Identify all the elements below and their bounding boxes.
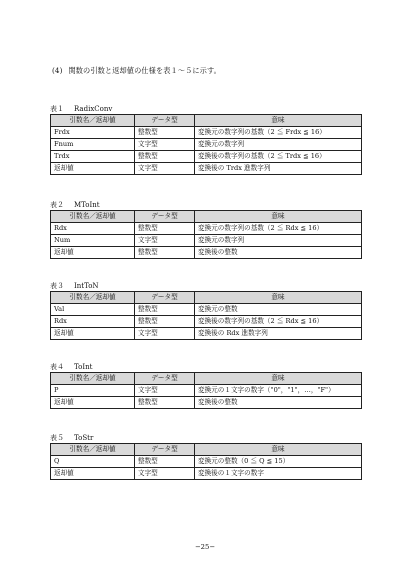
header-type: データ型 [135,292,195,304]
cell-meaning: 変換元の１文字の数字（"0"，"1"，…，"F"） [195,385,362,397]
cell-arg: 返却値 [51,397,135,409]
table-row [51,163,362,175]
cell-type: 整数型 [135,247,195,259]
header-arg: 引数名／返却値 [51,292,135,304]
cell-arg: 返却値 [51,468,135,480]
cell-arg: Num [51,235,135,247]
table-row [51,235,362,247]
table-row [51,127,362,139]
table4-caption [50,362,92,372]
cell-arg: P [51,385,135,397]
cell-type: 文字型 [135,163,195,175]
header-type: データ型 [135,115,195,127]
header-type: データ型 [135,444,195,456]
table-row [51,316,362,328]
cell-type: 文字型 [135,468,195,480]
header-meaning: 意味 [195,373,362,385]
cell-type: 整数型 [135,151,195,163]
header-arg: 引数名／返却値 [51,373,135,385]
cell-type: 整数型 [135,223,195,235]
table-row [51,456,362,468]
table-row [51,385,362,397]
cell-type: 整数型 [135,316,195,328]
cell-meaning: 変換後の整数 [195,247,362,259]
cell-type: 整数型 [135,456,195,468]
cell-arg: Fnum [51,139,135,151]
cell-meaning: 変換元の数字列の基数（2 ≦ Rdx ≦ 16） [195,223,362,235]
intro-text: 関数の引数と返却値の仕様を表１～５に示す。 [68,66,221,75]
cell-type: 整数型 [135,127,195,139]
table4-number: 表４ [50,363,64,371]
table-header-row [51,292,362,304]
cell-arg: Frdx [51,127,135,139]
table1-number: 表１ [50,105,64,113]
cell-type: 文字型 [135,385,195,397]
header-meaning: 意味 [195,444,362,456]
table2 [50,210,362,259]
header-type: データ型 [135,373,195,385]
table3-number: 表３ [50,282,64,290]
cell-arg: 返却値 [51,163,135,175]
table4 [50,372,362,409]
table-row [51,139,362,151]
table2-number: 表２ [50,201,64,209]
cell-meaning: 変換元の整数 [195,304,362,316]
cell-arg: Trdx [51,151,135,163]
table1-name: RadixConv [74,105,113,113]
header-arg: 引数名／返却値 [51,444,135,456]
header-meaning: 意味 [195,115,362,127]
table-row [51,247,362,259]
table5 [50,443,362,480]
cell-type: 整数型 [135,397,195,409]
cell-arg: 返却値 [51,247,135,259]
header-meaning: 意味 [195,292,362,304]
cell-meaning: 変換後の数字列の基数（2 ≦ Trdx ≦ 16） [195,151,362,163]
table-row [51,328,362,340]
table1-caption [50,104,112,114]
table5-number: 表５ [50,434,64,442]
cell-arg: Val [51,304,135,316]
cell-arg: Rdx [51,223,135,235]
table5-caption [50,433,93,443]
cell-arg: Q [51,456,135,468]
cell-type: 文字型 [135,139,195,151]
table3 [50,291,362,340]
cell-meaning: 変換元の数字列の基数（2 ≦ Frdx ≦ 16） [195,127,362,139]
header-meaning: 意味 [195,211,362,223]
table-row [51,468,362,480]
table-row [51,397,362,409]
table-row [51,151,362,163]
table-header-row [51,115,362,127]
table1 [50,114,362,175]
cell-type: 整数型 [135,304,195,316]
header-arg: 引数名／返却値 [51,211,135,223]
table-header-row [51,373,362,385]
cell-type: 文字型 [135,328,195,340]
table3-name: IntToN [74,282,99,290]
table-row [51,223,362,235]
table-row [51,304,362,316]
cell-arg: 返却値 [51,328,135,340]
intro-number: (4) [52,66,63,75]
table2-caption [50,200,100,210]
table2-name: MToInt [74,201,100,209]
table-header-row [51,444,362,456]
page-number: −25− [194,543,216,551]
cell-meaning: 変換後の Rdx 進数字列 [195,328,362,340]
cell-meaning: 変換後の Trdx 進数字列 [195,163,362,175]
cell-meaning: 変換元の数字列 [195,139,362,151]
table4-name: ToInt [74,363,93,371]
header-type: データ型 [135,211,195,223]
cell-type: 文字型 [135,235,195,247]
cell-meaning: 変換後の整数 [195,397,362,409]
table5-name: ToStr [74,434,94,442]
cell-meaning: 変換元の数字列 [195,235,362,247]
table3-caption [50,281,99,291]
cell-meaning: 変換元の整数（0 ≦ Q ≦ 15） [195,456,362,468]
intro-paragraph [52,66,221,76]
cell-arg: Rdx [51,316,135,328]
table-header-row [51,211,362,223]
cell-meaning: 変換後の１文字の数字 [195,468,362,480]
cell-meaning: 変換後の数字列の基数（2 ≦ Rdx ≦ 16） [195,316,362,328]
header-arg: 引数名／返却値 [51,115,135,127]
